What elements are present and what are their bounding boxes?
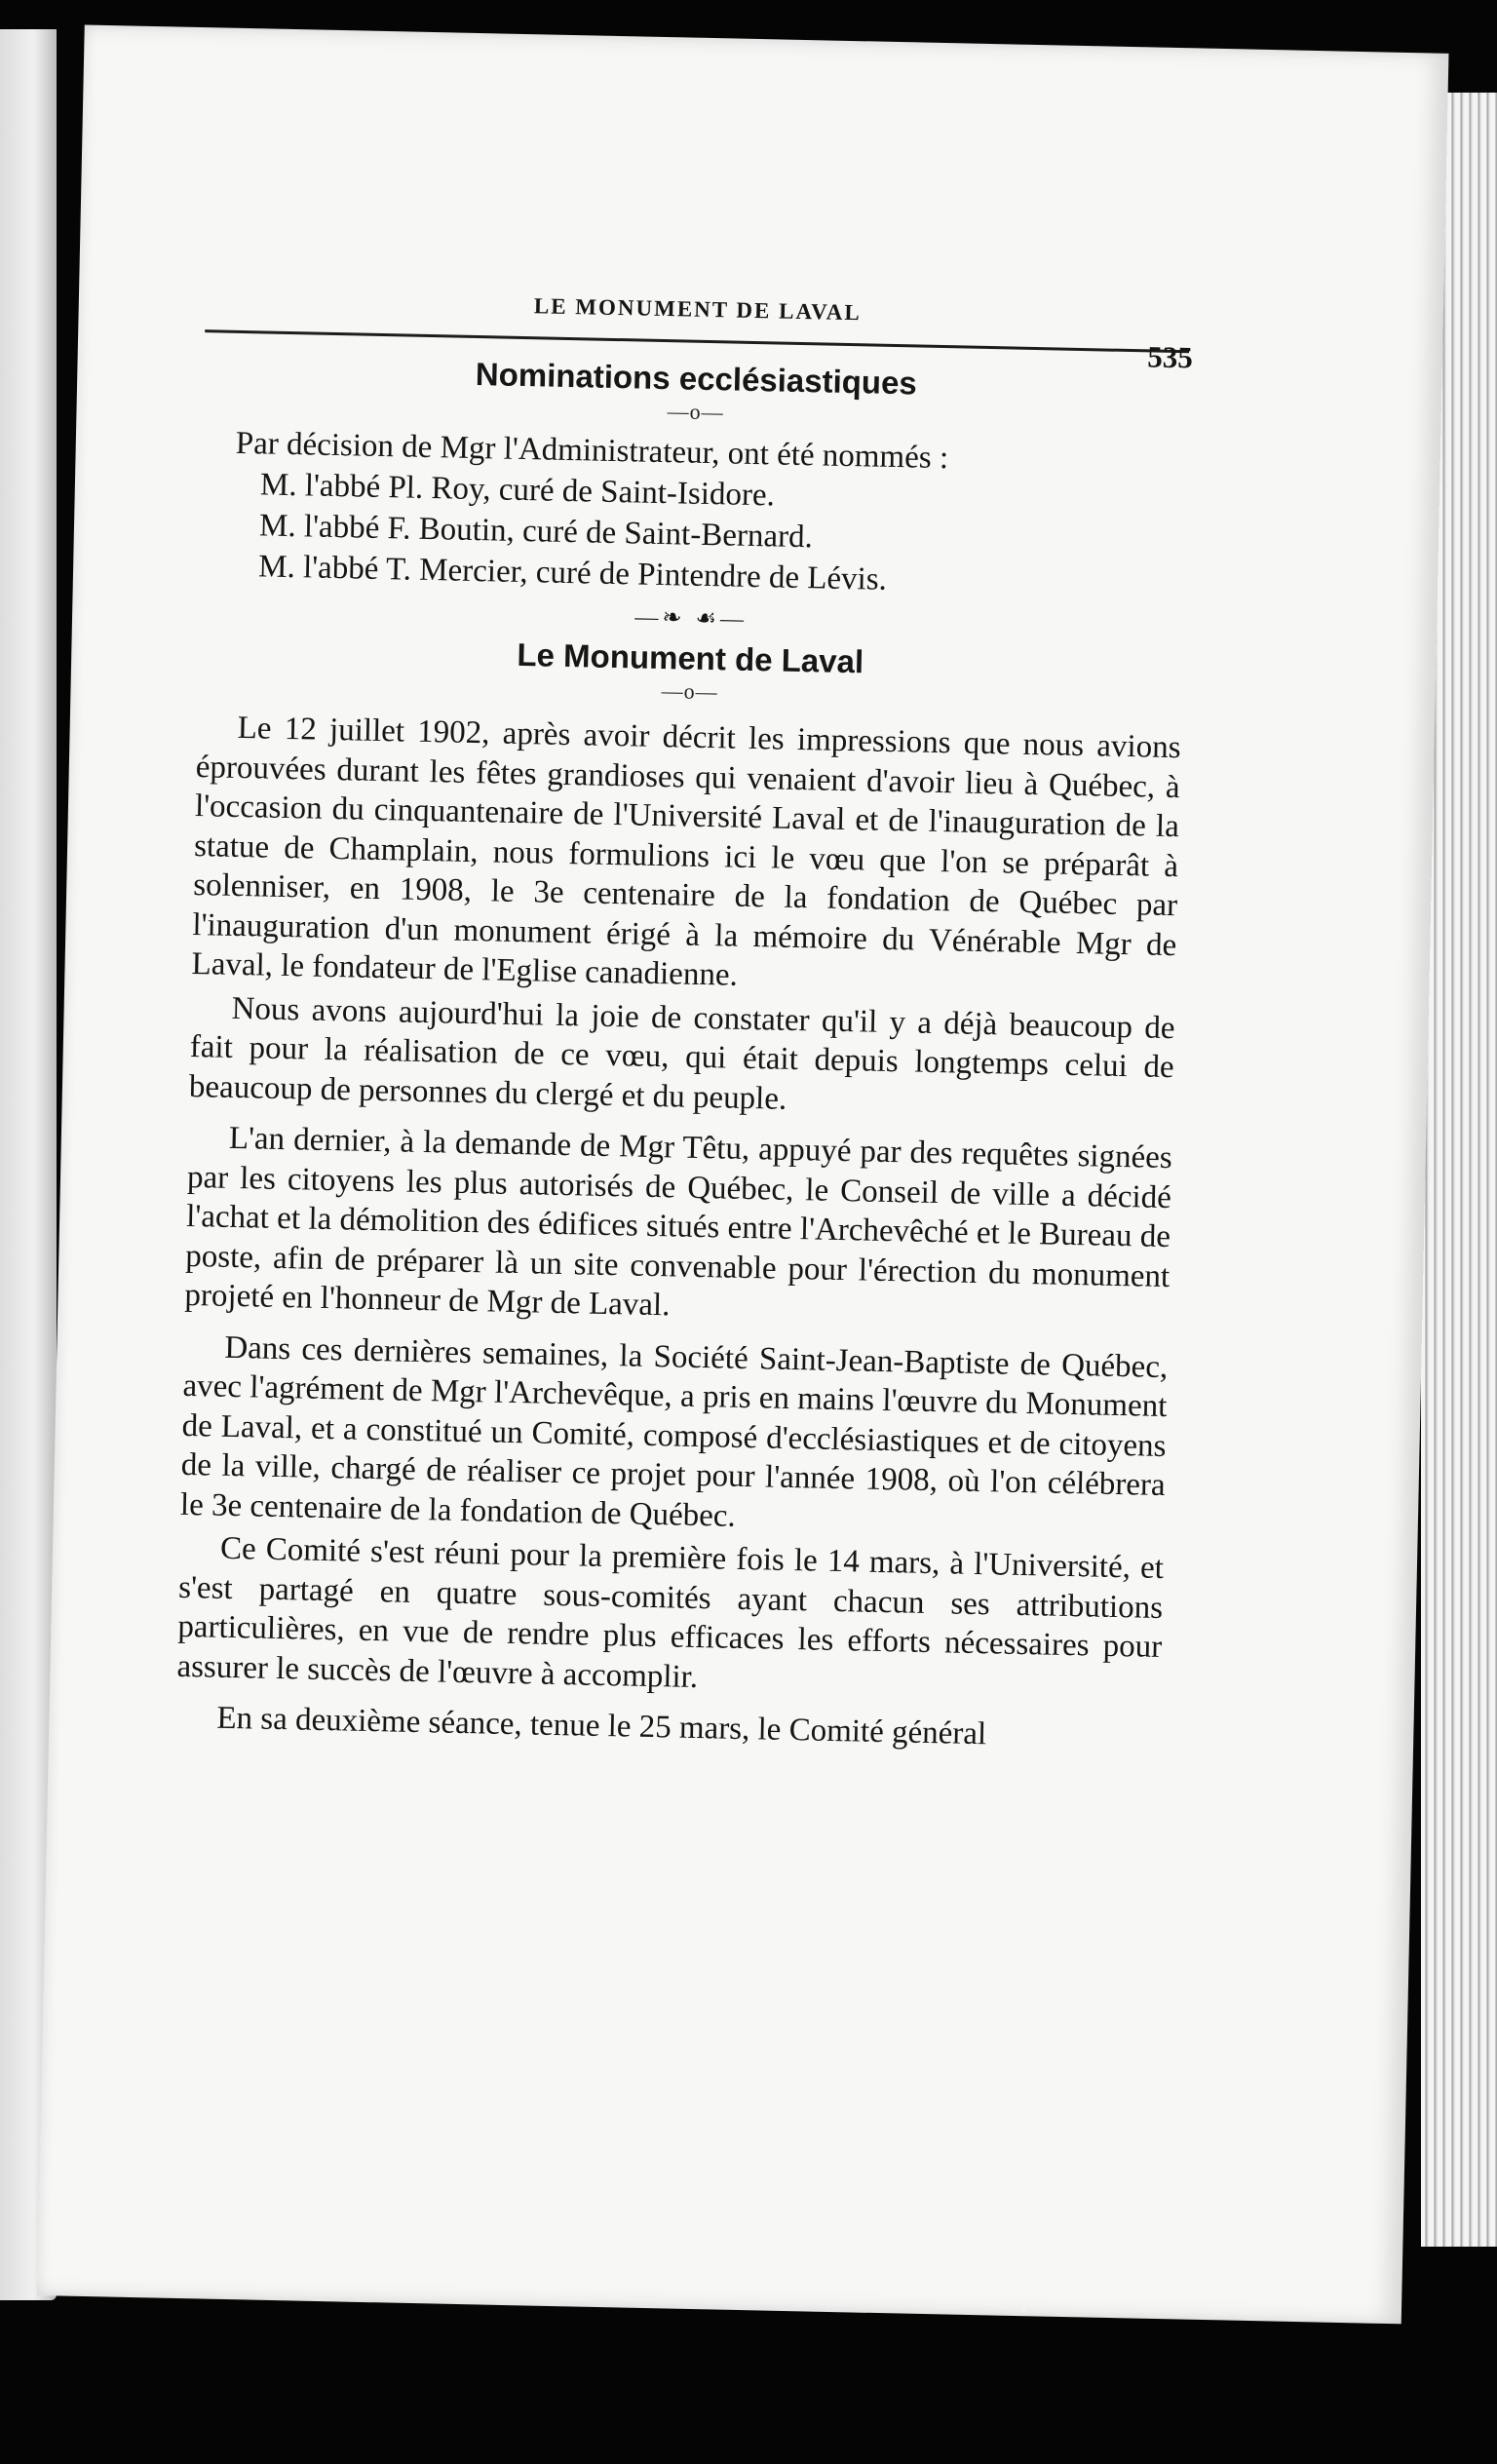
- body-paragraph: Ce Comité s'est réuni pour la première fois le 14 mars, à l'Université, et s'est partagé en quatre sous-comités ayant chacun ses attributions particulières, en vue de rendre plus efficaces les efforts nécessaires pour assurer le succès de l'œuvre à accomplir.: [176, 1530, 1165, 1695]
- section-divider: —❧ ☙—: [634, 604, 748, 633]
- nominations-intro: Par décision de Mgr l'Administrateur, ont été nommés :: [235, 425, 949, 477]
- appointment-item: M. l'abbé Pl. Roy, curé de Saint-Isidore.: [259, 467, 776, 514]
- page-content: [175, 261, 1194, 1757]
- body-paragraph: Nous avons aujourd'hui la joie de constater qu'il y a déjà beaucoup de fait pour la réalisation de ce vœu, qui était depuis longtemps celui de beaucoup de personnes du clergé et du peuple.: [188, 990, 1175, 1117]
- film-speck: [1021, 2305, 1026, 2312]
- running-head: [205, 261, 1194, 375]
- body-paragraph: Le 12 juillet 1902, après avoir décrit les impressions que nous avions éprouvées durant les fêtes grandioses qui venaient d'avoir lieu à Québec, à l'occasion du cinquantenaire de l'Université Laval et de l'inauguration de la statue de Champlain, nous formulions ici le vœu que l'on se préparât à solenniser, en 1908, le 3e centenaire de la fondation de Québec par l'inauguration d'un monument érigé à la mémoire du Vénérable Mgr de Laval, le fondateur de l'Eglise canadienne.: [191, 710, 1181, 993]
- appointment-item: M. l'abbé T. Mercier, curé de Pintendre de Lévis.: [257, 549, 888, 597]
- body-paragraph: Dans ces dernières semaines, la Société Saint-Jean-Baptiste de Québec, avec l'agrément de Mgr l'Archevêque, a pris en mains l'œuvre du Monument de Laval, et a constitué un Comité, composé d'ecclésiastiques et de citoyens de la ville, chargé de réaliser ce projet pour l'année 1908, où l'on célébrera le 3e centenaire de la fondation de Québec.: [179, 1329, 1169, 1534]
- nominations-title: Nominations ecclésiastiques: [475, 355, 918, 402]
- appointment-item: M. l'abbé F. Boutin, curé de Saint-Bernard.: [258, 508, 814, 556]
- monument-ornament: —o—: [661, 678, 718, 705]
- nominations-ornament: —o—: [667, 399, 724, 425]
- running-head-title: LE MONUMENT DE LAVAL: [533, 293, 862, 326]
- body-paragraph: En sa deuxième séance, tenue le 25 mars, le Comité général: [216, 1700, 987, 1752]
- book-page: [37, 24, 1448, 2324]
- monument-title: Le Monument de Laval: [517, 635, 864, 680]
- page-number: 535: [1147, 339, 1194, 375]
- body-paragraph: L'an dernier, à la demande de Mgr Têtu, appuyé par des requêtes signées par les citoyens les plus autorisés de Québec, le Conseil de ville a décidé l'achat et la démolition des édifices situés entre l'Archevêché et le Bureau de poste, afin de préparer là un site convenable pour l'érection du monument projeté en l'honneur de Mgr de Laval.: [184, 1120, 1173, 1324]
